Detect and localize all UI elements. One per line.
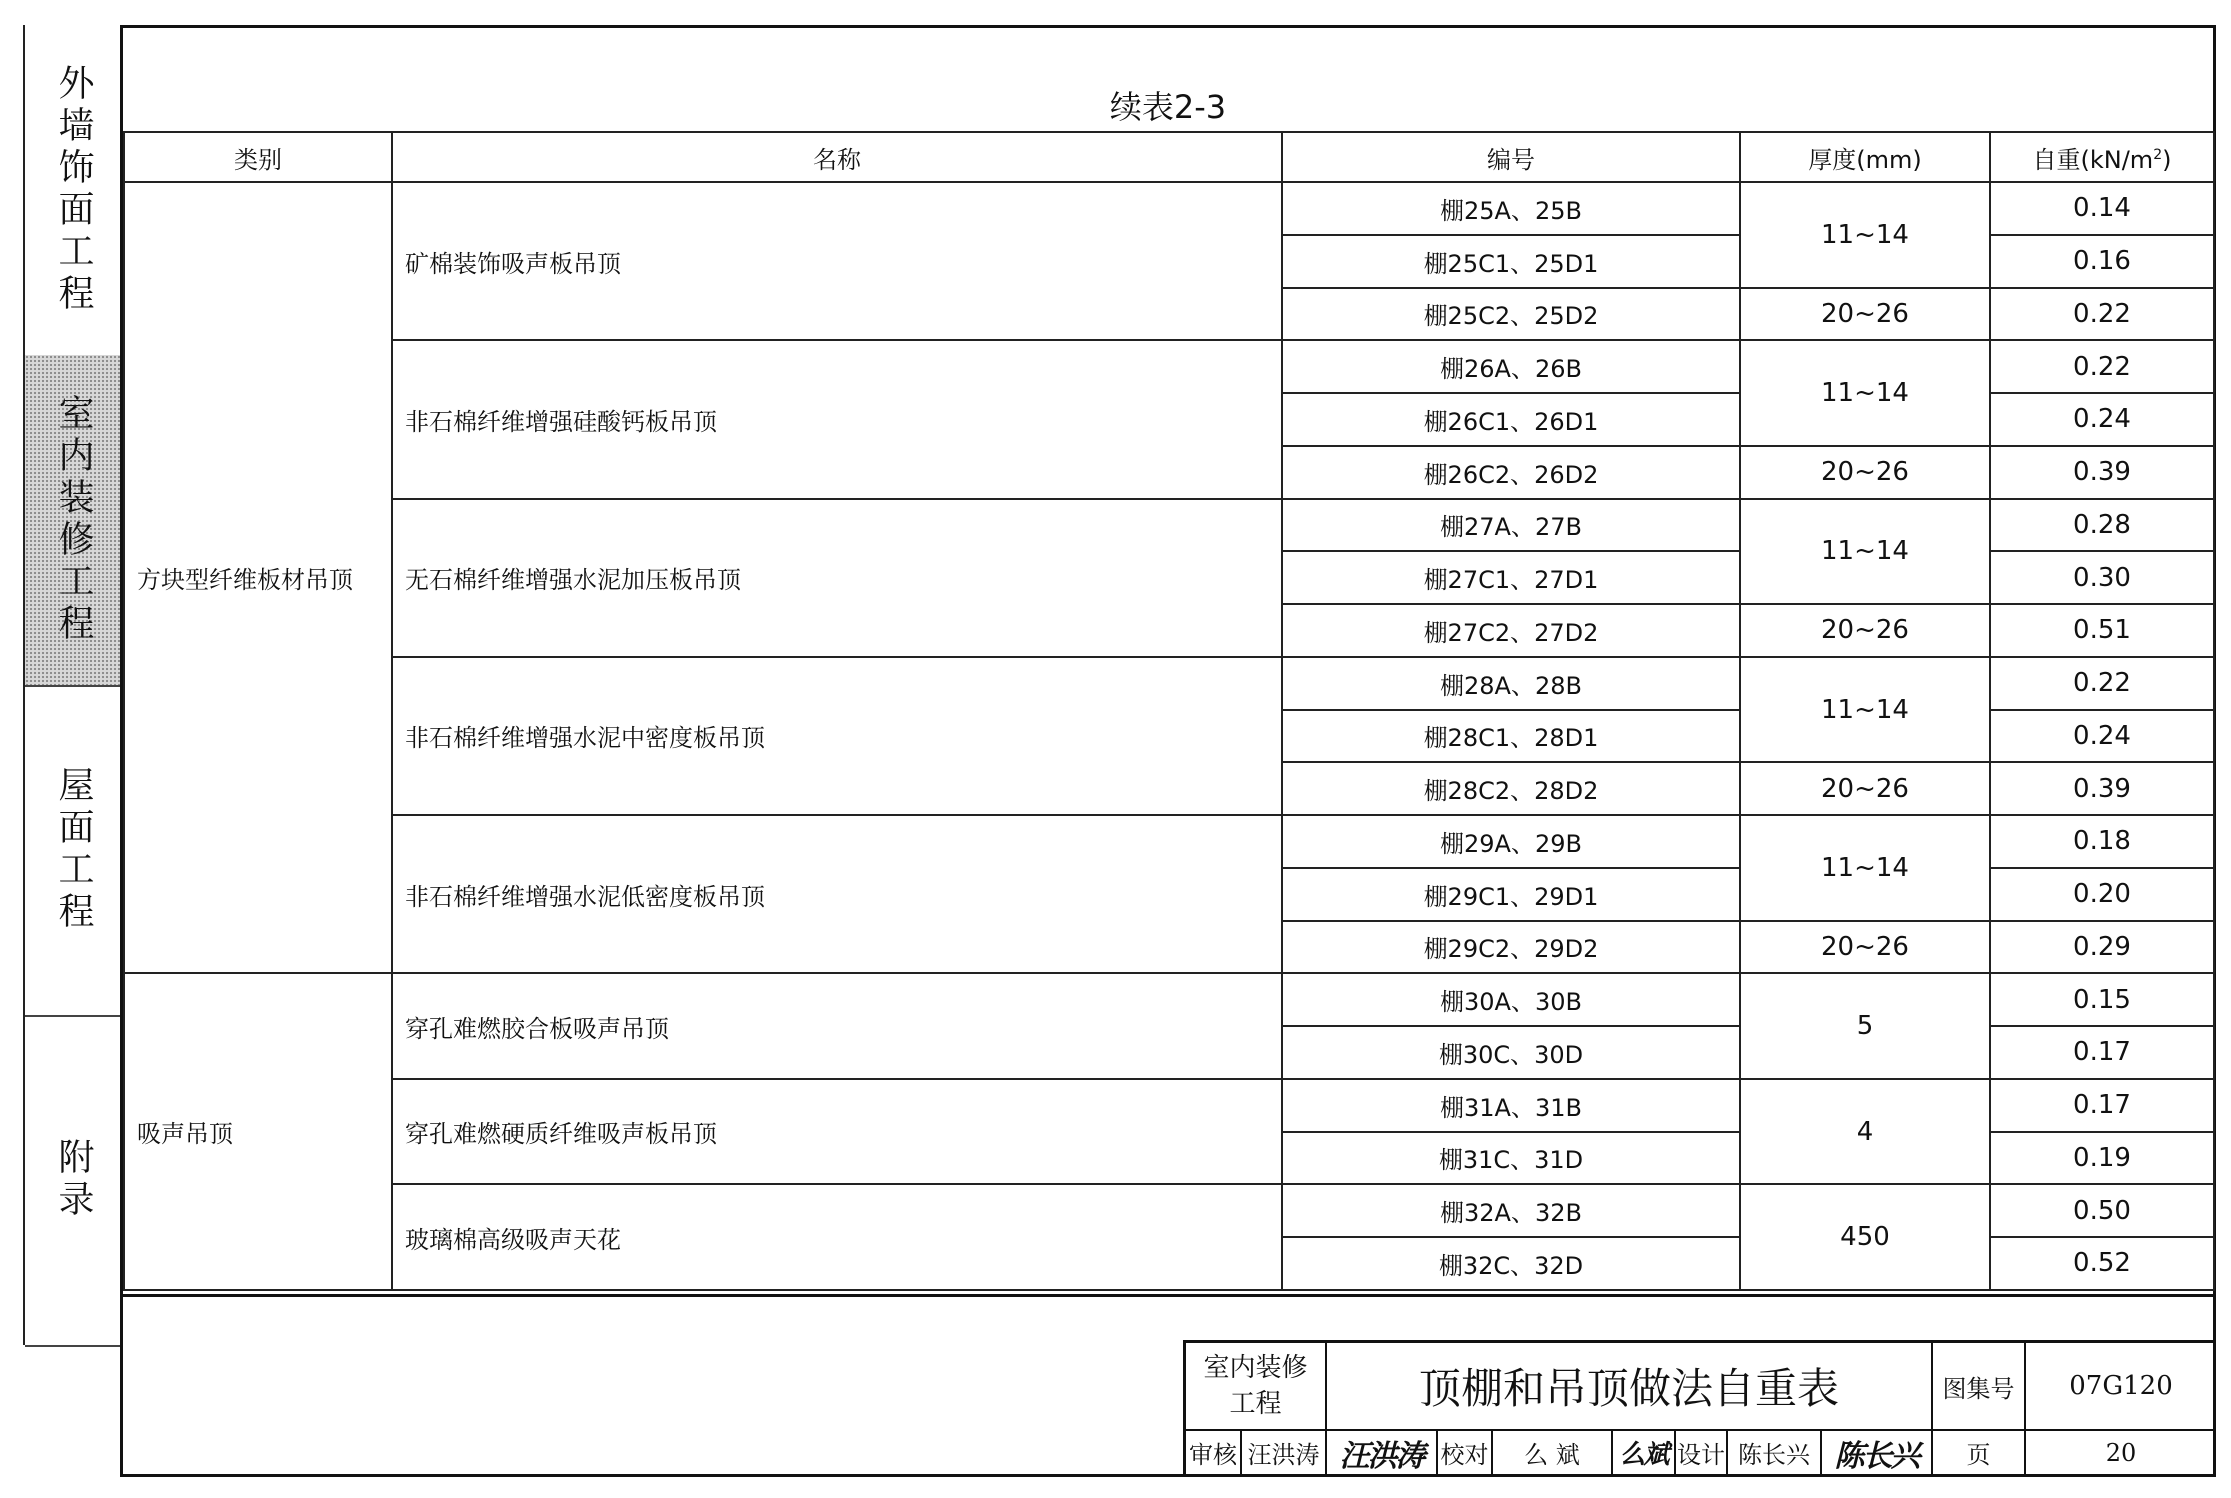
table-row [124,182,2214,235]
weight-cell: 0.51 [1990,604,2214,657]
table-row [124,1184,2214,1237]
code-cell: 棚30C、30D [1282,1026,1740,1079]
table-row [124,657,2214,710]
weight-cell: 0.18 [1990,815,2214,868]
header-weight-text: 自重(kN/m [2032,145,2154,174]
weight-table [123,131,2215,1291]
tab-roofing[interactable] [25,685,122,1017]
code-cell: 棚26A、26B [1282,340,1740,393]
thickness-cell: 450 [1740,1184,1990,1290]
weight-cell: 0.22 [1990,340,2214,393]
section-label: 室内装修工程 [1203,1353,1308,1419]
checker-signature: 么斌 [1619,1440,1668,1470]
header-category: 类别 [124,132,392,182]
weight-cell: 0.24 [1990,710,2214,763]
weight-cell: 0.28 [1990,499,2214,552]
weight-cell: 0.30 [1990,551,2214,604]
tab-appendix[interactable] [25,1015,122,1347]
thickness-cell: 11~14 [1740,182,1990,288]
name-cell: 穿孔难燃硬质纤维吸声板吊顶 [392,1079,1282,1185]
header-weight-close: ) [2162,145,2172,174]
weight-cell: 0.39 [1990,446,2214,499]
category-cell: 吸声吊顶 [124,973,392,1290]
code-cell: 棚29A、29B [1282,815,1740,868]
tab-label: 外墙饰面工程 [53,64,94,316]
weight-cell: 0.29 [1990,921,2214,974]
category-cell: 方块型纤维板材吊顶 [124,182,392,973]
tab-interior-decoration[interactable] [25,355,122,687]
title-block [1183,1340,2216,1477]
atlas-label: 图集号 [1942,1374,2015,1403]
weight-cell: 0.39 [1990,762,2214,815]
thickness-cell: 11~14 [1740,499,1990,605]
weight-cell: 0.24 [1990,393,2214,446]
code-cell: 棚30A、30B [1282,973,1740,1026]
thickness-cell: 11~14 [1740,815,1990,921]
review-label: 审核 [1189,1441,1237,1469]
designer-name: 陈长兴 [1738,1441,1810,1469]
table-row [124,1079,2214,1132]
check-label: 校对 [1440,1441,1489,1469]
drawing-title: 顶棚和吊顶做法自重表 [1418,1364,1839,1413]
header-code: 编号 [1282,132,1740,182]
code-cell: 棚28C2、28D2 [1282,762,1740,815]
code-cell: 棚25C2、25D2 [1282,288,1740,341]
reviewer-name: 汪洪涛 [1247,1441,1320,1469]
header-weight [1990,132,2214,182]
weight-cell: 0.52 [1990,1237,2214,1290]
tab-label: 室内装修工程 [53,394,94,646]
header-weight-sup: 2 [2153,146,2163,163]
header-thickness: 厚度(mm) [1740,132,1990,182]
thickness-cell: 11~14 [1740,340,1990,446]
code-cell: 棚26C2、26D2 [1282,446,1740,499]
thickness-cell: 5 [1740,973,1990,1079]
code-cell: 棚27C2、27D2 [1282,604,1740,657]
code-cell: 棚31A、31B [1282,1079,1740,1132]
code-cell: 棚29C2、29D2 [1282,921,1740,974]
name-cell: 非石棉纤维增强水泥低密度板吊顶 [392,815,1282,973]
weight-cell: 0.20 [1990,868,2214,921]
header-name: 名称 [392,132,1282,182]
tab-label: 附录 [53,1138,94,1222]
name-cell: 非石棉纤维增强水泥中密度板吊顶 [392,657,1282,815]
code-cell: 棚31C、31D [1282,1132,1740,1185]
name-cell: 无石棉纤维增强水泥加压板吊顶 [392,499,1282,657]
checker-name: 么 斌 [1524,1441,1580,1469]
table-header-row [124,132,2214,182]
table-title: 续表2-3 [1109,88,1227,126]
table-bottom-rule [120,1294,2216,1297]
code-cell: 棚26C1、26D1 [1282,393,1740,446]
weight-cell: 0.17 [1990,1026,2214,1079]
designer-signature: 陈长兴 [1834,1438,1919,1474]
thickness-cell: 11~14 [1740,657,1990,763]
code-cell: 棚32A、32B [1282,1184,1740,1237]
thickness-cell: 4 [1740,1079,1990,1185]
reviewer-signature: 汪洪涛 [1339,1438,1424,1474]
code-cell: 棚28A、28B [1282,657,1740,710]
table-row [124,815,2214,868]
name-cell: 矿棉装饰吸声板吊顶 [392,182,1282,340]
weight-cell: 0.17 [1990,1079,2214,1132]
code-cell: 棚32C、32D [1282,1237,1740,1290]
atlas-number: 07G120 [2069,1371,2173,1401]
code-cell: 棚29C1、29D1 [1282,868,1740,921]
code-cell: 棚28C1、28D1 [1282,710,1740,763]
sidebar [23,25,122,1345]
table-row [124,340,2214,393]
thickness-cell: 20~26 [1740,288,1990,341]
code-cell: 棚25C1、25D1 [1282,235,1740,288]
name-cell: 玻璃棉高级吸声天花 [392,1184,1282,1290]
name-cell: 非石棉纤维增强硅酸钙板吊顶 [392,340,1282,498]
table-row [124,499,2214,552]
tab-label: 屋面工程 [53,766,94,934]
thickness-cell: 20~26 [1740,604,1990,657]
thickness-cell: 20~26 [1740,762,1990,815]
thickness-cell: 20~26 [1740,446,1990,499]
page-number: 20 [2105,1438,2137,1467]
tab-exterior-wall[interactable] [25,25,122,357]
name-cell: 穿孔难燃胶合板吸声吊顶 [392,973,1282,1079]
weight-cell: 0.16 [1990,235,2214,288]
code-cell: 棚27A、27B [1282,499,1740,552]
weight-cell: 0.50 [1990,1184,2214,1237]
weight-cell: 0.14 [1990,182,2214,235]
table-row [124,973,2214,1026]
weight-cell: 0.22 [1990,288,2214,341]
weight-cell: 0.19 [1990,1132,2214,1185]
weight-cell: 0.15 [1990,973,2214,1026]
weight-cell: 0.22 [1990,657,2214,710]
code-cell: 棚25A、25B [1282,182,1740,235]
page-label: 页 [1966,1441,1991,1469]
design-label: 设计 [1677,1441,1725,1469]
code-cell: 棚27C1、27D1 [1282,551,1740,604]
thickness-cell: 20~26 [1740,921,1990,974]
